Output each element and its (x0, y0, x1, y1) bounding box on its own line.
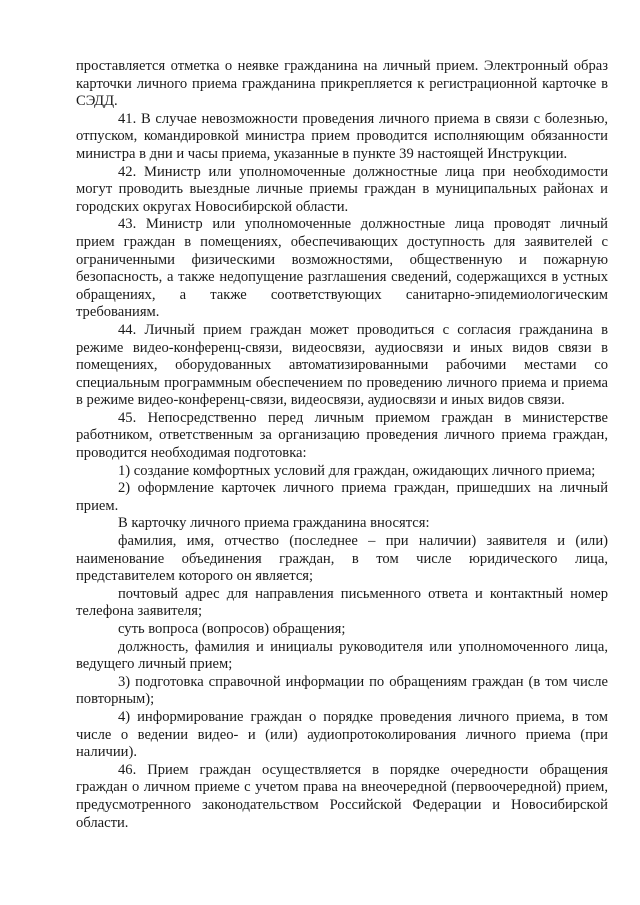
card-field-address: почтовый адрес для направления письменного ответа и контактный номер телефона заявителя; (76, 585, 608, 620)
paragraph-45: 45. Непосредственно перед личным приемом граждан в министерстве работником, ответственным за организацию проведения личного приема граждан, проводится необходимая подготовка: (76, 409, 608, 462)
paragraph-43: 43. Министр или уполномоченные должностные лица проводят личный прием граждан в помещениях, обеспечивающих доступность для заявителей с ограниченными физическими возможностями, общественную и пожарную безопасность, а также недопущение разглашения сведений, содержащихся в устных обращениях, а также соответствующих санитарно-эпидемиологическим требованиям. (76, 216, 608, 321)
card-field-official: должность, фамилия и инициалы руководителя или уполномоченного лица, ведущего личный прием; (76, 638, 608, 673)
paragraph-44: 44. Личный прием граждан может проводиться с согласия гражданина в режиме видео-конференц-связи, видеосвязи, аудиосвязи и иных видов связи в помещениях, оборудованных автоматизированными рабочими местами со специальным программным обеспечением по проведению личного приема и приема в режиме видео-конференц-связи, видеосвязи, аудиосвязи и иных видов связи. (76, 321, 608, 409)
card-field-question: суть вопроса (вопросов) обращения; (118, 621, 346, 637)
card-field-name: фамилия, имя, отчество (последнее – при наличии) заявителя и (или) наименование объединения граждан, в том числе юридического лица, представителем которого он является; (76, 533, 608, 585)
paragraph-41: 41. В случае невозможности проведения личного приема в связи с болезнью, отпуском, командировкой министра прием проводится исполняющим обязанности министра в дни и часы приема, указанные в пункте 39 настоящей Инструкции. (76, 110, 608, 162)
paragraph-continuation: проставляется отметка о неявке гражданина на личный прием. Электронный образ карточки личного приема гражданина прикрепляется к регистрационной карточке в СЭДД. (76, 58, 608, 110)
document-page (76, 58, 608, 832)
list-item-3: 3) подготовка справочной информации по обращениям граждан (в том числе повторным); (76, 673, 608, 708)
list-item-2: 2) оформление карточек личного приема граждан, пришедших на личный прием. (76, 480, 608, 514)
paragraph-42: 42. Министр или уполномоченные должностные лица при необходимости могут проводить выездные личные приемы граждан в муниципальных районах и городских округах Новосибирской области. (76, 163, 608, 215)
list-item-1: 1) создание комфортных условий для граждан, ожидающих личного приема; (118, 462, 596, 479)
paragraph-46: 46. Прием граждан осуществляется в порядке очередности обращения граждан о личном приеме с учетом права на внеочередной (первоочередной) прием, предусмотренного законодательством Российской Федерации и Новосибирской области. (76, 761, 608, 831)
list-item-4: 4) информирование граждан о порядке проведения личного приема, в том числе о ведении видео- и (или) аудиопротоколирования личного приема (при наличии). (76, 708, 608, 761)
card-fields-intro: В карточку личного приема гражданина вносятся: (118, 515, 430, 532)
